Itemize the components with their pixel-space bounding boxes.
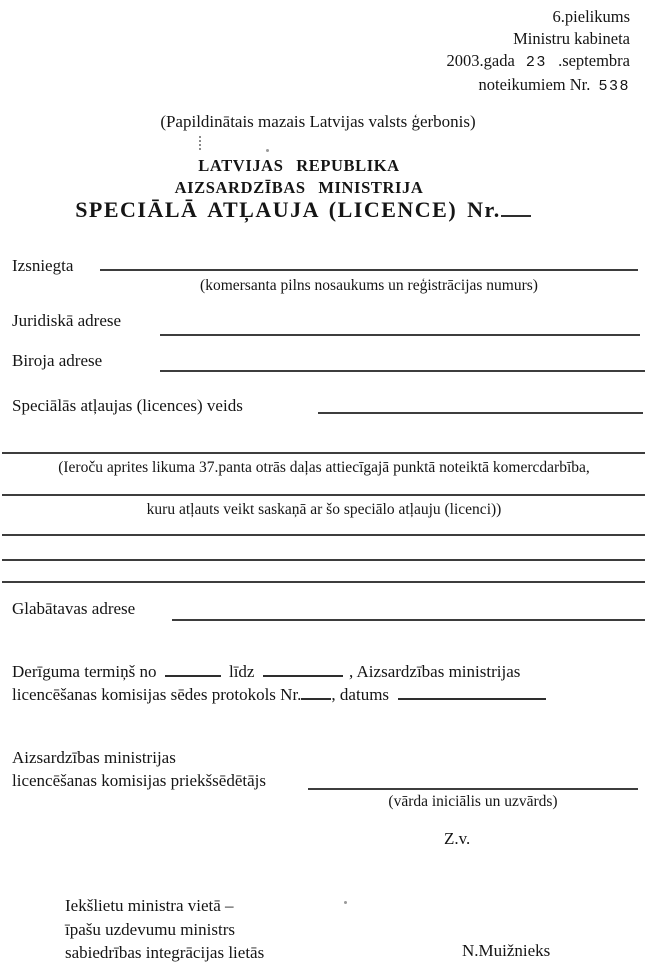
storage-address-label: Glabātavas adrese [12,599,136,618]
date-suffix: .septembra [558,51,630,70]
date-prefix: 2003.gada [446,51,515,70]
date-day-typed: 23 [525,54,547,71]
licence-type-line-2 [2,452,645,454]
minister-line-2: īpašu uzdevumu ministrs [65,919,235,939]
licence-type-line-3 [2,494,645,496]
signature-chairman-line: licencēšanas komisijas priekšsēdētājs [12,771,266,790]
regulation-number-typed: 538 [598,78,630,95]
document-title [0,197,606,223]
protocol-date-blank [398,686,546,700]
annex-reference-block [447,6,630,98]
validity-ministry-text: , Aizsardzības ministrijas [348,662,521,681]
validity-from-label: Derīguma termiņš no [12,662,157,681]
signature-line [308,788,638,790]
signer-name: N.Muižnieks [462,941,551,960]
date-line [447,50,630,74]
licence-type-line [318,412,643,414]
minister-block [65,894,264,965]
validity-from-blank [165,663,221,677]
scan-artifact-dot [344,901,347,904]
validity-line-1 [12,662,520,682]
regulation-prefix: noteikumiem Nr. [478,75,591,94]
issued-label: Izsniegta [12,256,74,275]
cabinet-line: Ministru kabineta [513,29,630,48]
scan-artifact-dot [266,149,269,152]
minister-line-1: Iekšlietu ministra vietā – [65,896,234,915]
signature-caption: (vārda iniciālis un uzvārds) [388,793,558,810]
licence-type-label: Speciālās atļaujas (licences) veids [12,396,243,415]
licence-type-line-5 [2,559,645,561]
licence-type-line-6 [2,581,645,583]
licence-type-line-4 [2,534,645,536]
office-address-line [160,370,645,372]
office-address-label: Biroja adrese [12,351,103,370]
legal-address-line [160,334,640,336]
scan-artifact [199,136,201,150]
country-heading: LATVIJAS REPUBLIKA [198,156,400,175]
legal-address-label: Juridiskā adrese [12,311,122,330]
ministry-heading: AIZSARDZĪBAS MINISTRIJA [174,178,424,197]
licence-number-blank [501,203,531,217]
regulation-line [447,74,630,98]
protocol-number-blank [301,686,331,700]
licence-type-caption-1: (Ieroču aprites likuma 37.panta otrās daļas attiecīgajā punktā noteiktā komercdarbība, [58,459,590,476]
seal-mark: Z.v. [444,829,471,848]
document-title-text: SPECIĀLĀ ATĻAUJA (LICENCE) Nr. [75,197,501,222]
annex-number: 6.pielikums [552,7,630,26]
minister-line-3: sabiedrības integrācijas lietās [65,943,265,962]
validity-to-blank [263,663,343,677]
validity-line-2 [12,685,546,705]
issued-field-line [100,269,638,271]
licence-type-caption-2: kuru atļauts veikt saskaņā ar šo speciālo atļauju (licenci)) [146,501,502,518]
storage-address-line [172,619,645,621]
protocol-date-label: , datums [331,685,390,704]
issued-caption: (komersanta pilns nosaukums un reģistrācijas numurs) [200,277,538,294]
protocol-label: licencēšanas komisijas sēdes protokols Nr. [12,685,302,704]
emblem-note: (Papildinātais mazais Latvijas valsts ģerbonis) [160,112,476,131]
validity-to-label: līdz [228,662,255,681]
signature-ministry-line: Aizsardzības ministrijas [12,748,176,767]
